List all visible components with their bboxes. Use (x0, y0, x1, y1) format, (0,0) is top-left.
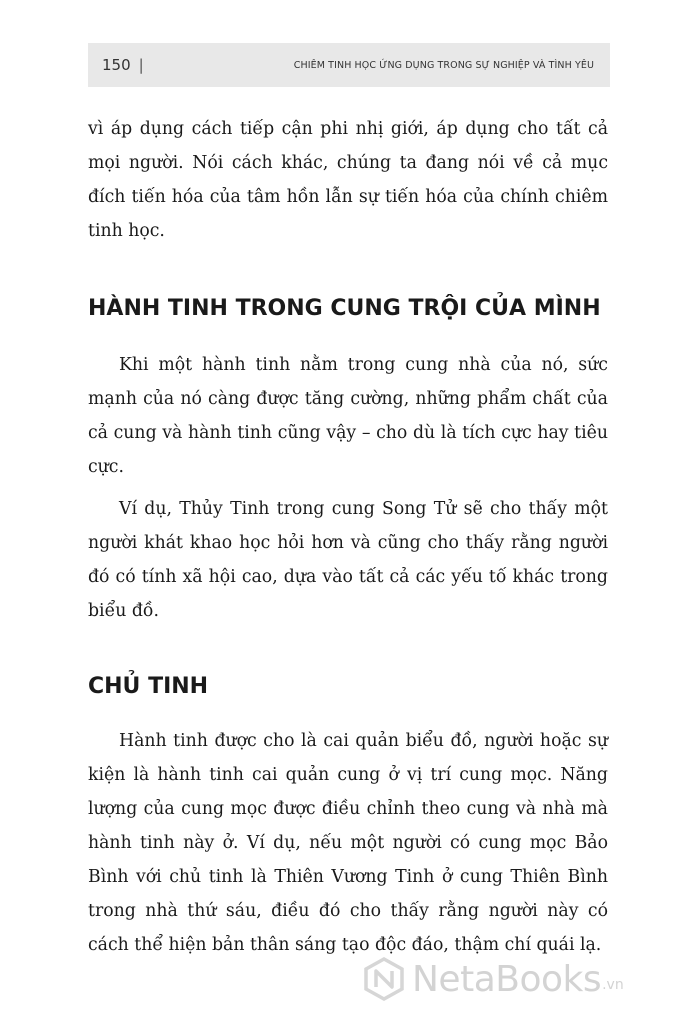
watermark-text: NetaBooks (412, 958, 602, 1000)
paragraph-mercury-example: Ví dụ, Thủy Tinh trong cung Song Tử sẽ cho thấy một người khát khao học hỏi hơn và cũng cho thấy rằng người đó có tính xã hội cao, dựa vào tất cả các yếu tố khác trong biểu đồ. (88, 499, 608, 621)
section-heading-ruling-planet-sign: HÀNH TINH TRONG CUNG TRỘI CỦA MÌNH (88, 296, 601, 321)
paragraph-domicile: Khi một hành tinh nằm trong cung nhà của nó, sức mạnh của nó càng được tăng cường, những phẩm chất của cả cung và hành tinh cũng vậy – cho dù là tích cực hay tiêu cực. (88, 355, 608, 477)
paragraph-chart-ruler: Hành tinh được cho là cai quản biểu đồ, người hoặc sự kiện là hành tinh cai quản cung ở vị trí cung mọc. Năng lượng của cung mọc được điều chỉnh theo cung và nhà mà hành tinh này ở. Ví dụ, nếu một người có cung mọc Bảo Bình với chủ tinh là Thiên Vương Tinh ở cung Thiên Bình trong nhà thứ sáu, điều đó cho thấy rằng người này có cách thể hiện bản thân sáng tạo độc đáo, thậm chí quái lạ. (88, 731, 608, 955)
watermark-tld: .vn (602, 977, 624, 993)
running-title: CHIÊM TINH HỌC ỨNG DỤNG TRONG SỰ NGHIỆP VÀ TÌNH YÊU (293, 59, 594, 71)
paragraph-continued: vì áp dụng cách tiếp cận phi nhị giới, áp dụng cho tất cả mọi người. Nói cách khác, chúng ta đang nói về cả mục đích tiến hóa của tâm hồn lẫn sự tiến hóa của chính chiêm tinh học. (88, 119, 608, 241)
netabooks-logo-icon (362, 957, 406, 1001)
watermark (362, 957, 624, 1001)
page-content (88, 112, 608, 962)
section-heading-chart-ruler: CHỦ TINH (88, 674, 209, 699)
page-number: 150 (102, 56, 131, 74)
running-header (88, 43, 610, 87)
header-separator: | (138, 56, 144, 74)
